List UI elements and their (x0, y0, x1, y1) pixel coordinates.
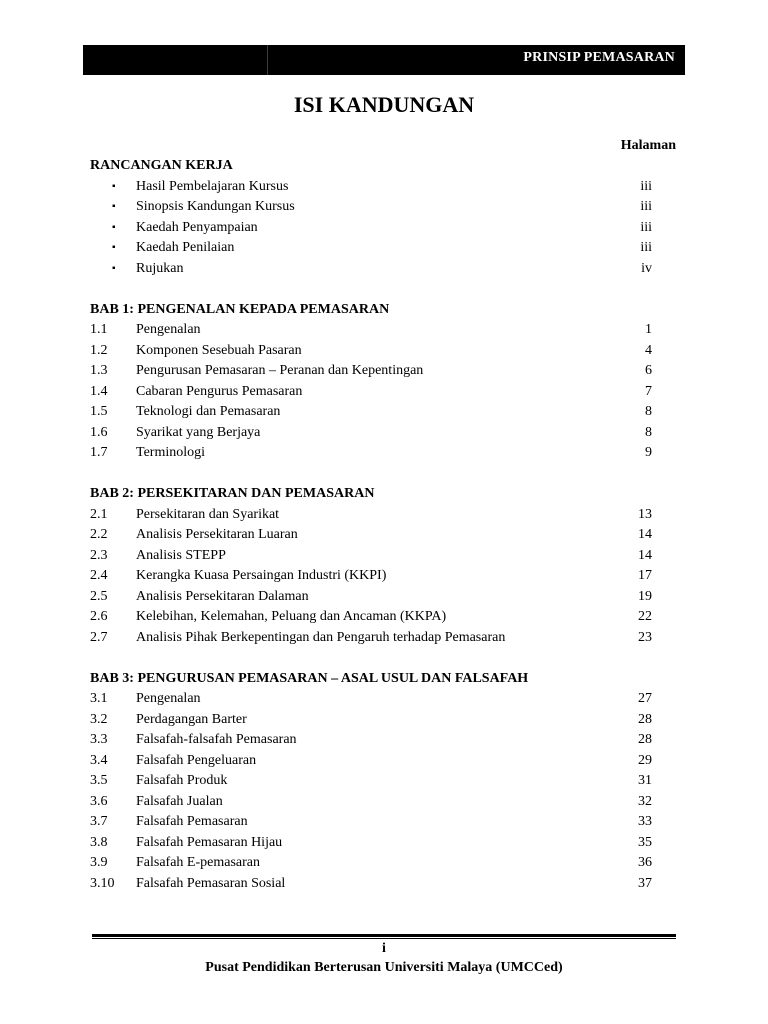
toc-entry-label: Pengenalan (136, 691, 201, 706)
toc-entry-page: 7 (645, 383, 652, 399)
toc-entry (90, 771, 660, 792)
toc-entry-page: 37 (638, 875, 652, 891)
toc-entry-label: Sinopsis Kandungan Kursus (136, 199, 295, 214)
toc-entry-page: 33 (638, 814, 652, 829)
toc-entry-number: 2.2 (90, 527, 108, 542)
toc-section (90, 669, 660, 895)
toc-entry (90, 607, 660, 628)
toc-entry-label: Terminologi (136, 445, 206, 460)
toc-entry-label: Komponen Sesebuah Pasaran (136, 342, 302, 358)
footer-rule-thick (92, 934, 676, 937)
toc-section (90, 300, 660, 464)
toc-entry-page: 8 (645, 424, 652, 440)
toc-entry-label: Analisis Persekitaran Dalaman (136, 588, 309, 604)
toc-entry (90, 259, 660, 280)
bullet-icon: ▪ (112, 262, 116, 274)
toc-entry (90, 710, 660, 731)
toc-entry-number: 1.5 (90, 404, 108, 419)
toc-entry-page: 8 (645, 404, 652, 419)
table-of-contents (90, 156, 660, 915)
toc-entry-page: 32 (638, 793, 652, 809)
toc-entry-page: iii (640, 240, 652, 255)
toc-entry-label: Kerangka Kuasa Persaingan Industri (KKPI) (136, 568, 387, 583)
toc-entry (90, 443, 660, 464)
toc-entry-page: 9 (645, 445, 652, 460)
toc-entry-label: Falsafah Pemasaran (136, 814, 248, 829)
toc-entry (90, 177, 660, 198)
toc-entry-label: Falsafah Produk (136, 773, 228, 788)
toc-entry-page: 6 (645, 363, 652, 378)
toc-entry-label: Analisis Pihak Berkepentingan dan Pengaruh terhadap Pemasaran (136, 629, 506, 645)
toc-entry-label: Falsafah Pengeluaran (136, 752, 257, 768)
toc-section-heading: BAB 2: PERSEKITARAN DAN PEMASARAN (90, 486, 375, 501)
toc-entry-number: 1.1 (90, 322, 108, 337)
toc-entry (90, 505, 660, 526)
toc-entry (90, 628, 660, 649)
toc-entry-page: 27 (638, 691, 652, 706)
toc-entry-page: 17 (638, 568, 652, 583)
toc-entry-number: 1.6 (90, 424, 108, 440)
toc-entry (90, 853, 660, 874)
toc-entry-page: 1 (645, 322, 652, 337)
toc-entry-number: 3.2 (90, 711, 108, 727)
toc-entry (90, 238, 660, 259)
toc-entry-page: 22 (638, 609, 652, 624)
toc-entry-page: 36 (638, 855, 652, 870)
toc-entry (90, 341, 660, 362)
toc-entry-label: Falsafah Pemasaran Sosial (136, 875, 286, 891)
toc-entry-number: 3.8 (90, 834, 108, 850)
toc-entry-label: Falsafah Jualan (136, 793, 223, 809)
toc-entry-number: 3.3 (90, 732, 108, 747)
toc-entry-label: Pengurusan Pemasaran – Peranan dan Kepentingan (136, 363, 424, 378)
toc-entry-page: iii (640, 199, 652, 214)
toc-entry-page: 13 (638, 506, 652, 522)
toc-entry (90, 197, 660, 218)
toc-entry (90, 361, 660, 382)
toc-entry-number: 2.7 (90, 629, 108, 645)
toc-entry-page: iii (640, 219, 652, 235)
toc-entry-number: 3.5 (90, 773, 108, 788)
toc-entry-label: Kelebihan, Kelemahan, Peluang dan Ancaman (KKPA) (136, 609, 447, 624)
toc-entry-label: Falsafah-falsafah Pemasaran (136, 732, 297, 747)
toc-entry-number: 3.4 (90, 752, 108, 768)
toc-entry-number: 2.1 (90, 506, 108, 522)
toc-entry-label: Kaedah Penilaian (136, 240, 235, 255)
bullet-icon: ▪ (112, 242, 116, 253)
toc-entry-label: Hasil Pembelajaran Kursus (136, 178, 289, 194)
toc-entry-page: iii (640, 178, 652, 194)
toc-entry-label: Kaedah Penyampaian (136, 219, 258, 235)
toc-section-heading: BAB 1: PENGENALAN KEPADA PEMASARAN (90, 301, 390, 317)
toc-entry-page: 29 (638, 752, 652, 768)
toc-entry-page: iv (641, 260, 652, 276)
footer-page-number: i (382, 941, 386, 956)
toc-entry (90, 525, 660, 546)
toc-entry-label: Falsafah E-pemasaran (136, 855, 260, 870)
toc-entry-number: 1.3 (90, 363, 108, 378)
toc-entry (90, 833, 660, 854)
toc-entry-number: 2.4 (90, 568, 108, 583)
toc-section (90, 484, 660, 648)
toc-entry (90, 402, 660, 423)
page-title: ISI KANDUNGAN (293, 92, 475, 117)
header-divider (267, 45, 268, 75)
toc-entry-label: Analisis Persekitaran Luaran (136, 527, 298, 542)
toc-entry-number: 2.3 (90, 547, 108, 563)
bullet-icon: ▪ (112, 180, 116, 192)
toc-entry (90, 546, 660, 567)
bullet-icon: ▪ (112, 201, 116, 212)
toc-entry-label: Teknologi dan Pemasaran (136, 404, 281, 419)
footer-rule-thin (92, 938, 676, 939)
footer-organization: Pusat Pendidikan Berterusan Universiti Malaya (UMCCed) (205, 960, 563, 975)
toc-entry-page: 28 (638, 732, 652, 747)
toc-entry-number: 3.7 (90, 814, 108, 829)
toc-entry-label: Perdagangan Barter (136, 711, 247, 727)
toc-entry-label: Persekitaran dan Syarikat (136, 506, 280, 522)
toc-entry-number: 1.7 (90, 445, 108, 460)
toc-entry (90, 751, 660, 772)
toc-entry-page: 28 (638, 711, 652, 727)
toc-entry-page: 14 (638, 527, 652, 542)
toc-entry (90, 792, 660, 813)
toc-entry (90, 382, 660, 403)
toc-entry-label: Cabaran Pengurus Pemasaran (136, 383, 303, 399)
toc-entry-label: Falsafah Pemasaran Hijau (136, 834, 283, 850)
toc-entry (90, 812, 660, 833)
toc-entry-page: 14 (638, 547, 652, 563)
toc-entry-number: 3.10 (90, 875, 115, 891)
header-bar (83, 45, 685, 75)
toc-section-heading: BAB 3: PENGURUSAN PEMASARAN – ASAL USUL DAN FALSAFAH (90, 670, 529, 686)
bullet-icon: ▪ (112, 221, 116, 233)
toc-entry-number: 3.6 (90, 793, 108, 809)
toc-entry (90, 218, 660, 239)
toc-entry-page: 23 (638, 629, 652, 645)
toc-entry (90, 730, 660, 751)
toc-entry-label: Pengenalan (136, 322, 201, 337)
toc-entry-number: 2.6 (90, 609, 108, 624)
toc-section (90, 156, 660, 279)
toc-entry (90, 587, 660, 608)
toc-entry-page: 19 (638, 588, 652, 604)
toc-entry (90, 423, 660, 444)
toc-entry-number: 1.2 (90, 342, 108, 358)
toc-entry (90, 874, 660, 895)
toc-entry-label: Analisis STEPP (136, 547, 226, 563)
toc-entry-label: Rujukan (136, 260, 184, 276)
toc-entry-number: 3.9 (90, 855, 108, 870)
toc-entry-label: Syarikat yang Berjaya (136, 424, 261, 440)
toc-entry-page: 31 (638, 773, 652, 788)
toc-entry (90, 566, 660, 587)
toc-entry-number: 1.4 (90, 383, 108, 399)
header-title: PRINSIP PEMASARAN (523, 50, 675, 65)
toc-entry (90, 689, 660, 710)
page-column-heading: Halaman (620, 138, 676, 153)
toc-entry-page: 4 (645, 342, 652, 358)
toc-entry-number: 2.5 (90, 588, 108, 604)
toc-entry (90, 320, 660, 341)
toc-entry-number: 3.1 (90, 691, 108, 706)
toc-entry-page: 35 (638, 834, 652, 850)
toc-section-heading: RANCANGAN KERJA (90, 158, 233, 173)
